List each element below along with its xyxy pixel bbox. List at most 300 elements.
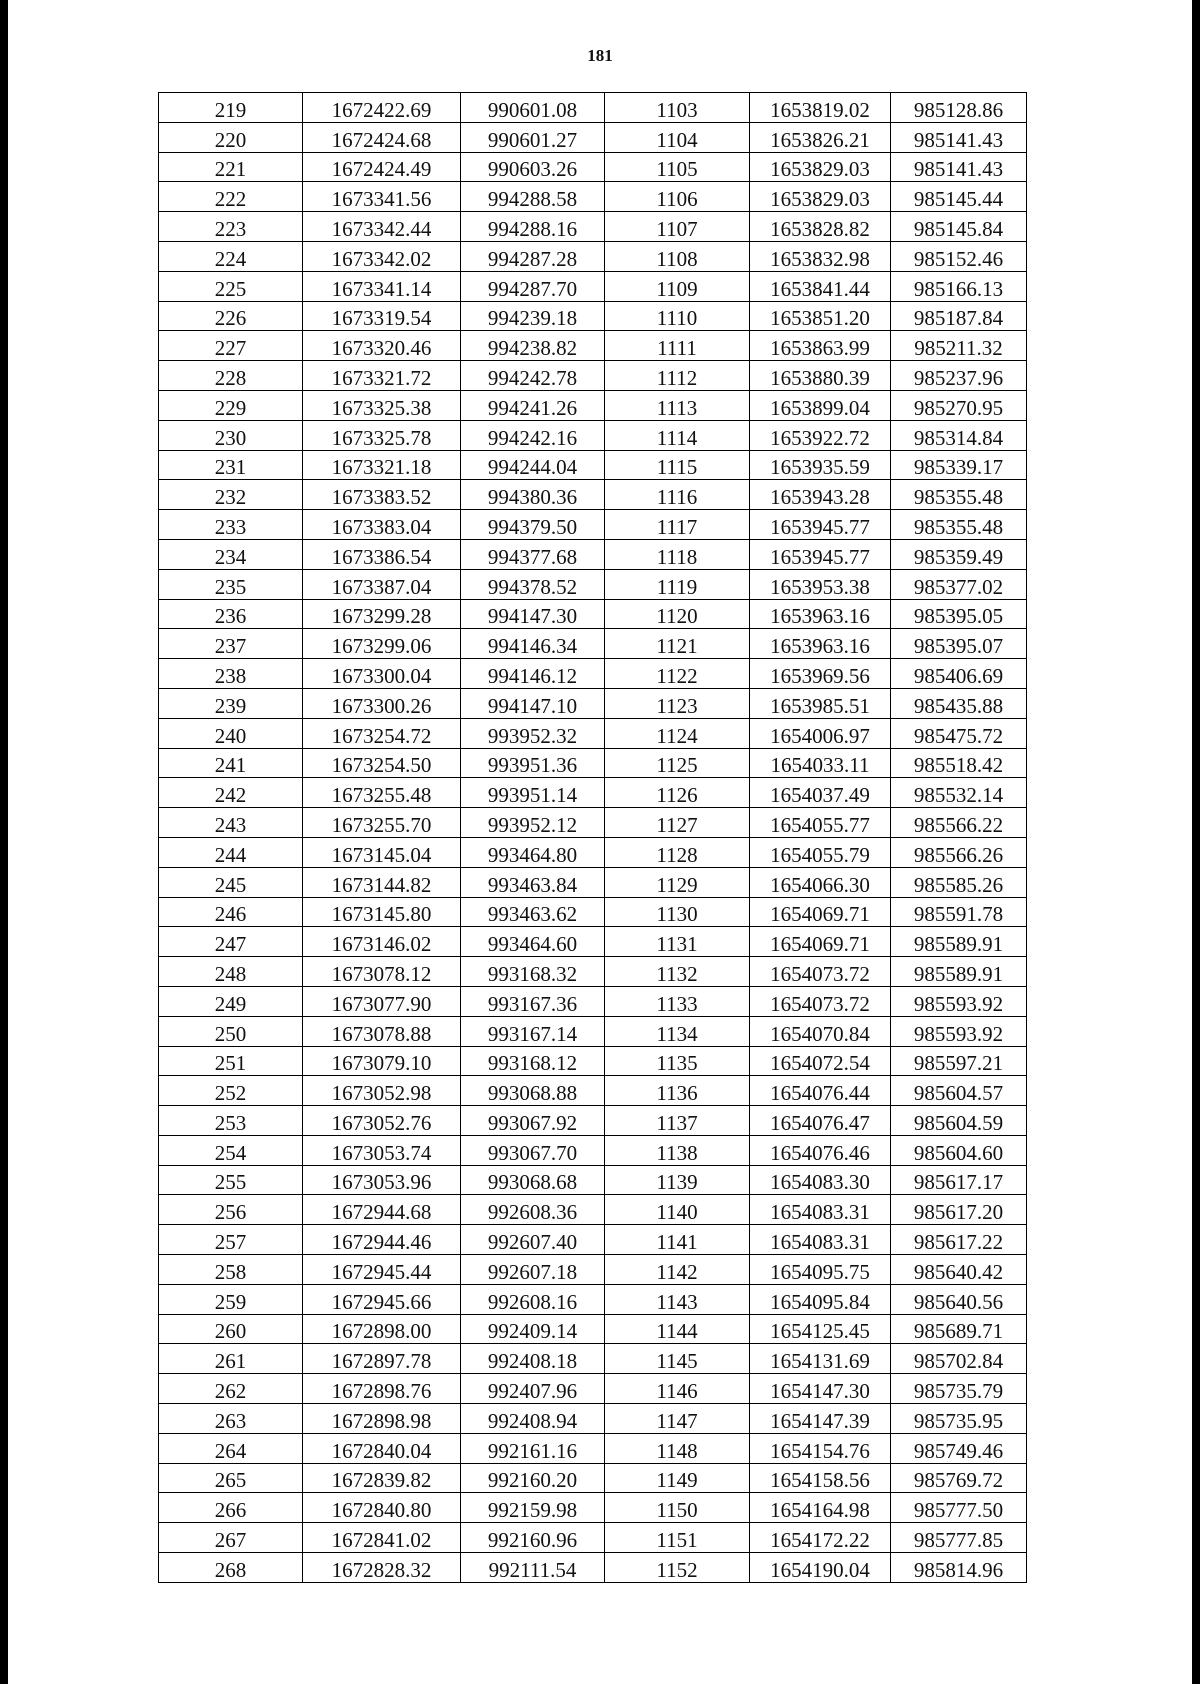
cell-value: 266 — [214, 1498, 247, 1523]
table-cell-point-number-right — [605, 718, 750, 748]
table-row — [159, 1374, 1027, 1404]
cell-value: 1653963.16 — [770, 634, 870, 659]
table-row — [159, 390, 1027, 420]
cell-value: 1653963.16 — [770, 604, 870, 629]
cell-value: 265 — [214, 1468, 247, 1493]
table-cell-x-coordinate-right — [750, 1165, 891, 1195]
cell-value: 228 — [214, 365, 247, 390]
table-cell-x-coordinate-left — [303, 867, 461, 897]
cell-value: 985749.46 — [913, 1438, 1004, 1463]
table-cell-y-coordinate-left — [461, 480, 605, 510]
cell-value: 1121 — [656, 634, 698, 659]
table-cell-x-coordinate-left — [303, 1255, 461, 1285]
cell-value: 1673145.04 — [331, 842, 432, 867]
table-cell-x-coordinate-left — [303, 808, 461, 838]
cell-value: 1654147.39 — [770, 1408, 870, 1433]
cell-value: 992407.96 — [487, 1379, 578, 1404]
table-cell-y-coordinate-left — [461, 1493, 605, 1523]
table-row — [159, 93, 1027, 123]
cell-value: 250 — [214, 1021, 247, 1046]
cell-value: 260 — [214, 1319, 247, 1344]
cell-value: 1654076.47 — [770, 1110, 870, 1135]
table-cell-x-coordinate-right — [750, 1433, 891, 1463]
table-cell-x-coordinate-left — [303, 1404, 461, 1434]
table-cell-x-coordinate-right — [750, 182, 891, 212]
cell-value: 1140 — [656, 1200, 698, 1225]
cell-value: 261 — [214, 1349, 247, 1374]
cell-value: 1654076.44 — [770, 1081, 870, 1106]
cell-value: 1123 — [656, 693, 698, 718]
cell-value: 985769.72 — [913, 1468, 1004, 1493]
table-cell-y-coordinate-right — [891, 957, 1027, 987]
cell-value: 1103 — [656, 97, 698, 122]
cell-value: 992408.94 — [487, 1408, 578, 1433]
cell-value: 992160.96 — [487, 1528, 578, 1553]
table-cell-point-number-right — [605, 837, 750, 867]
table-cell-x-coordinate-left — [303, 986, 461, 1016]
cell-value: 223 — [214, 216, 247, 241]
cell-value: 267 — [214, 1528, 247, 1553]
cell-value: 225 — [214, 276, 247, 301]
table-cell-point-number-left — [159, 1374, 303, 1404]
table-cell-point-number-left — [159, 748, 303, 778]
cell-value: 1653829.03 — [770, 157, 870, 182]
table-cell-y-coordinate-right — [891, 1523, 1027, 1553]
cell-value: 994287.28 — [487, 246, 578, 271]
cell-value: 1673078.88 — [331, 1021, 432, 1046]
table-cell-x-coordinate-left — [303, 420, 461, 450]
table-cell-y-coordinate-left — [461, 182, 605, 212]
table-cell-y-coordinate-right — [891, 1553, 1027, 1583]
cell-value: 1654131.69 — [770, 1349, 870, 1374]
cell-value: 1672828.32 — [331, 1557, 432, 1582]
cell-value: 985597.21 — [913, 1051, 1004, 1076]
cell-value: 1129 — [656, 872, 698, 897]
table-cell-point-number-right — [605, 1016, 750, 1046]
cell-value: 985359.49 — [913, 544, 1004, 569]
table-cell-y-coordinate-left — [461, 331, 605, 361]
cell-value: 1654055.79 — [770, 842, 870, 867]
cell-value: 985604.57 — [913, 1081, 1004, 1106]
cell-value: 1119 — [656, 574, 698, 599]
table-cell-point-number-left — [159, 1404, 303, 1434]
table-cell-y-coordinate-right — [891, 1255, 1027, 1285]
table-cell-x-coordinate-right — [750, 1314, 891, 1344]
cell-value: 994238.82 — [487, 336, 578, 361]
cell-value: 1104 — [656, 127, 698, 152]
cell-value: 1148 — [656, 1438, 698, 1463]
cell-value: 990601.08 — [487, 97, 578, 122]
cell-value: 1653935.59 — [770, 455, 870, 480]
cell-value: 1673341.56 — [331, 187, 432, 212]
table-cell-x-coordinate-left — [303, 1433, 461, 1463]
cell-value: 1114 — [656, 425, 698, 450]
cell-value: 1654095.84 — [770, 1289, 870, 1314]
table-row — [159, 152, 1027, 182]
table-cell-point-number-left — [159, 1225, 303, 1255]
cell-value: 1654076.46 — [770, 1140, 870, 1165]
table-cell-point-number-left — [159, 1106, 303, 1136]
cell-value: 994239.18 — [487, 306, 578, 331]
cell-value: 992111.54 — [488, 1557, 577, 1582]
table-row — [159, 599, 1027, 629]
table-cell-x-coordinate-right — [750, 539, 891, 569]
table-cell-x-coordinate-right — [750, 1344, 891, 1374]
cell-value: 985377.02 — [913, 574, 1004, 599]
cell-value: 985617.22 — [913, 1230, 1004, 1255]
table-cell-point-number-left — [159, 927, 303, 957]
scan-edge-right — [1192, 0, 1200, 1684]
table-cell-point-number-right — [605, 778, 750, 808]
table-cell-point-number-right — [605, 1493, 750, 1523]
cell-value: 1673254.72 — [331, 723, 432, 748]
table-cell-x-coordinate-right — [750, 152, 891, 182]
table-cell-y-coordinate-left — [461, 867, 605, 897]
table-row — [159, 1225, 1027, 1255]
table-cell-y-coordinate-left — [461, 152, 605, 182]
cell-value: 994147.10 — [487, 693, 578, 718]
table-cell-y-coordinate-left — [461, 957, 605, 987]
table-cell-y-coordinate-left — [461, 510, 605, 540]
table-cell-y-coordinate-right — [891, 1284, 1027, 1314]
table-cell-point-number-right — [605, 897, 750, 927]
table-cell-point-number-right — [605, 1284, 750, 1314]
table-cell-x-coordinate-right — [750, 1404, 891, 1434]
table-cell-x-coordinate-left — [303, 1314, 461, 1344]
cell-value: 985617.20 — [913, 1200, 1004, 1225]
table-cell-x-coordinate-right — [750, 837, 891, 867]
table-cell-x-coordinate-left — [303, 331, 461, 361]
table-cell-y-coordinate-left — [461, 837, 605, 867]
table-cell-x-coordinate-left — [303, 718, 461, 748]
cell-value: 985187.84 — [913, 306, 1004, 331]
cell-value: 993167.36 — [487, 991, 578, 1016]
cell-value: 994378.52 — [487, 574, 578, 599]
cell-value: 251 — [214, 1051, 247, 1076]
cell-value: 1653899.04 — [770, 395, 870, 420]
table-cell-x-coordinate-right — [750, 1463, 891, 1493]
cell-value: 1672424.49 — [331, 157, 432, 182]
table-cell-y-coordinate-right — [891, 629, 1027, 659]
cell-value: 985593.92 — [913, 1021, 1004, 1046]
cell-value: 992408.18 — [487, 1349, 578, 1374]
cell-value: 985145.44 — [913, 187, 1004, 212]
table-cell-x-coordinate-left — [303, 1284, 461, 1314]
cell-value: 990601.27 — [487, 127, 578, 152]
cell-value: 993952.32 — [487, 723, 578, 748]
cell-value: 259 — [214, 1289, 247, 1314]
table-cell-y-coordinate-left — [461, 1344, 605, 1374]
table-cell-point-number-right — [605, 1523, 750, 1553]
cell-value: 993952.12 — [487, 812, 578, 837]
table-cell-point-number-right — [605, 1046, 750, 1076]
cell-value: 1673078.12 — [331, 961, 432, 986]
cell-value: 226 — [214, 306, 247, 331]
table-cell-y-coordinate-left — [461, 93, 605, 123]
cell-value: 1654083.30 — [770, 1170, 870, 1195]
cell-value: 241 — [214, 753, 247, 778]
table-cell-y-coordinate-right — [891, 748, 1027, 778]
table-row — [159, 1076, 1027, 1106]
cell-value: 1673299.28 — [331, 604, 432, 629]
cell-value: 235 — [214, 574, 247, 599]
table-cell-x-coordinate-right — [750, 748, 891, 778]
cell-value: 257 — [214, 1230, 247, 1255]
table-cell-point-number-left — [159, 599, 303, 629]
table-cell-y-coordinate-right — [891, 1374, 1027, 1404]
table-row — [159, 1135, 1027, 1165]
table-cell-x-coordinate-right — [750, 629, 891, 659]
cell-value: 1111 — [657, 336, 697, 361]
cell-value: 1654147.30 — [770, 1379, 870, 1404]
cell-value: 1653945.77 — [770, 514, 870, 539]
cell-value: 1654083.31 — [770, 1230, 870, 1255]
table-cell-point-number-right — [605, 1314, 750, 1344]
table-cell-y-coordinate-left — [461, 361, 605, 391]
cell-value: 224 — [214, 246, 247, 271]
table-cell-x-coordinate-right — [750, 1284, 891, 1314]
cell-value: 1673321.18 — [331, 455, 432, 480]
cell-value: 1673342.02 — [331, 246, 432, 271]
cell-value: 1110 — [656, 306, 698, 331]
table-cell-y-coordinate-left — [461, 778, 605, 808]
table-cell-y-coordinate-left — [461, 1463, 605, 1493]
cell-value: 985435.88 — [913, 693, 1004, 718]
cell-value: 994242.78 — [487, 365, 578, 390]
cell-value: 249 — [214, 991, 247, 1016]
table-cell-point-number-right — [605, 659, 750, 689]
cell-value: 268 — [214, 1557, 247, 1582]
cell-value: 233 — [214, 514, 247, 539]
table-cell-y-coordinate-left — [461, 1165, 605, 1195]
table-cell-point-number-left — [159, 212, 303, 242]
table-cell-y-coordinate-right — [891, 390, 1027, 420]
cell-value: 248 — [214, 961, 247, 986]
table-cell-x-coordinate-left — [303, 1046, 461, 1076]
cell-value: 994377.68 — [487, 544, 578, 569]
table-cell-y-coordinate-right — [891, 1016, 1027, 1046]
table-row — [159, 539, 1027, 569]
table-cell-y-coordinate-left — [461, 1046, 605, 1076]
table-row — [159, 1433, 1027, 1463]
cell-value: 1673255.48 — [331, 783, 432, 808]
cell-value: 1653819.02 — [770, 97, 870, 122]
table-cell-point-number-right — [605, 1553, 750, 1583]
cell-value: 1672898.76 — [331, 1379, 432, 1404]
cell-value: 993068.88 — [487, 1081, 578, 1106]
cell-value: 985735.95 — [913, 1408, 1004, 1433]
table-cell-point-number-right — [605, 1404, 750, 1434]
cell-value: 1138 — [656, 1140, 698, 1165]
table-cell-y-coordinate-right — [891, 93, 1027, 123]
cell-value: 985604.60 — [913, 1140, 1004, 1165]
table-cell-point-number-left — [159, 1046, 303, 1076]
cell-value: 231 — [214, 455, 247, 480]
cell-value: 994287.70 — [487, 276, 578, 301]
table-cell-point-number-right — [605, 1433, 750, 1463]
cell-value: 994241.26 — [487, 395, 578, 420]
cell-value: 1672841.02 — [331, 1528, 432, 1553]
cell-value: 1653826.21 — [770, 127, 870, 152]
table-row — [159, 1165, 1027, 1195]
cell-value: 992161.16 — [487, 1438, 578, 1463]
table-cell-x-coordinate-right — [750, 1195, 891, 1225]
table-cell-x-coordinate-right — [750, 122, 891, 152]
table-row — [159, 1404, 1027, 1434]
table-cell-point-number-right — [605, 599, 750, 629]
table-cell-x-coordinate-left — [303, 152, 461, 182]
cell-value: 1118 — [656, 544, 698, 569]
table-cell-y-coordinate-right — [891, 122, 1027, 152]
table-cell-x-coordinate-right — [750, 867, 891, 897]
table-cell-y-coordinate-left — [461, 718, 605, 748]
cell-value: 1653863.99 — [770, 336, 870, 361]
cell-value: 1654037.49 — [770, 783, 870, 808]
cell-value: 985532.14 — [913, 783, 1004, 808]
cell-value: 1143 — [656, 1289, 698, 1314]
table-cell-x-coordinate-right — [750, 897, 891, 927]
cell-value: 992159.98 — [487, 1498, 578, 1523]
cell-value: 1117 — [656, 514, 698, 539]
table-cell-point-number-left — [159, 361, 303, 391]
table-cell-y-coordinate-left — [461, 271, 605, 301]
table-cell-y-coordinate-left — [461, 897, 605, 927]
cell-value: 985211.32 — [914, 336, 1003, 361]
table-cell-x-coordinate-left — [303, 778, 461, 808]
table-cell-point-number-left — [159, 480, 303, 510]
table-cell-x-coordinate-right — [750, 927, 891, 957]
table-cell-y-coordinate-left — [461, 390, 605, 420]
cell-value: 254 — [214, 1140, 247, 1165]
cell-value: 985640.56 — [913, 1289, 1004, 1314]
table-cell-x-coordinate-right — [750, 599, 891, 629]
cell-value: 1672898.98 — [331, 1408, 432, 1433]
cell-value: 238 — [214, 663, 247, 688]
table-cell-y-coordinate-right — [891, 718, 1027, 748]
cell-value: 992607.40 — [487, 1230, 578, 1255]
cell-value: 994288.16 — [487, 216, 578, 241]
cell-value: 994244.04 — [487, 455, 578, 480]
cell-value: 985604.59 — [913, 1110, 1004, 1135]
cell-value: 985339.17 — [913, 455, 1004, 480]
cell-value: 992608.16 — [487, 1289, 578, 1314]
table-cell-point-number-right — [605, 1106, 750, 1136]
table-row — [159, 659, 1027, 689]
cell-value: 264 — [214, 1438, 247, 1463]
table-cell-y-coordinate-left — [461, 241, 605, 271]
table-cell-point-number-left — [159, 957, 303, 987]
cell-value: 1673300.04 — [331, 663, 432, 688]
table-cell-x-coordinate-left — [303, 1523, 461, 1553]
table-cell-x-coordinate-right — [750, 688, 891, 718]
table-cell-point-number-right — [605, 212, 750, 242]
scan-edge-left — [0, 0, 8, 1684]
table-cell-point-number-left — [159, 182, 303, 212]
table-cell-point-number-left — [159, 897, 303, 927]
cell-value: 994146.34 — [487, 634, 578, 659]
table-cell-point-number-left — [159, 539, 303, 569]
cell-value: 1131 — [656, 932, 698, 957]
table-cell-point-number-left — [159, 1195, 303, 1225]
cell-value: 993168.12 — [487, 1051, 578, 1076]
cell-value: 1673053.96 — [331, 1170, 432, 1195]
cell-value: 1672840.04 — [331, 1438, 432, 1463]
cell-value: 1672944.46 — [331, 1230, 432, 1255]
cell-value: 236 — [214, 604, 247, 629]
table-cell-y-coordinate-left — [461, 539, 605, 569]
table-cell-x-coordinate-left — [303, 1225, 461, 1255]
table-cell-x-coordinate-right — [750, 778, 891, 808]
cell-value: 1673255.70 — [331, 812, 432, 837]
cell-value: 258 — [214, 1259, 247, 1284]
table-row — [159, 897, 1027, 927]
cell-value: 262 — [214, 1379, 247, 1404]
cell-value: 1654125.45 — [770, 1319, 870, 1344]
cell-value: 1128 — [656, 842, 698, 867]
table-row — [159, 718, 1027, 748]
cell-value: 1673321.72 — [331, 365, 432, 390]
page-number: 181 — [587, 46, 613, 65]
cell-value: 992607.18 — [487, 1259, 578, 1284]
table-cell-y-coordinate-right — [891, 986, 1027, 1016]
cell-value: 994242.16 — [487, 425, 578, 450]
cell-value: 253 — [214, 1110, 247, 1135]
cell-value: 1672422.69 — [331, 97, 432, 122]
cell-value: 1672944.68 — [331, 1200, 432, 1225]
table-cell-point-number-right — [605, 510, 750, 540]
cell-value: 985589.91 — [913, 932, 1004, 957]
cell-value: 1653841.44 — [770, 276, 870, 301]
cell-value: 992608.36 — [487, 1200, 578, 1225]
coordinate-table — [158, 92, 1027, 1583]
table-cell-y-coordinate-left — [461, 1553, 605, 1583]
cell-value: 1107 — [656, 216, 698, 241]
cell-value: 1673254.50 — [331, 753, 432, 778]
cell-value: 1654158.56 — [770, 1468, 870, 1493]
cell-value: 985617.17 — [913, 1170, 1004, 1195]
table-cell-x-coordinate-left — [303, 1344, 461, 1374]
table-cell-y-coordinate-left — [461, 1284, 605, 1314]
cell-value: 227 — [214, 336, 247, 361]
table-cell-y-coordinate-left — [461, 1523, 605, 1553]
table-cell-point-number-right — [605, 986, 750, 1016]
cell-value: 990603.26 — [487, 157, 578, 182]
table-cell-point-number-right — [605, 867, 750, 897]
table-cell-x-coordinate-left — [303, 1374, 461, 1404]
cell-value: 985640.42 — [913, 1259, 1004, 1284]
table-cell-point-number-right — [605, 93, 750, 123]
table-cell-y-coordinate-right — [891, 1314, 1027, 1344]
table-row — [159, 1046, 1027, 1076]
table-row — [159, 241, 1027, 271]
table-row — [159, 182, 1027, 212]
cell-value: 1125 — [656, 753, 698, 778]
cell-value: 1673342.44 — [331, 216, 432, 241]
table-cell-y-coordinate-left — [461, 450, 605, 480]
table-cell-point-number-right — [605, 927, 750, 957]
table-cell-point-number-right — [605, 241, 750, 271]
table-cell-x-coordinate-right — [750, 420, 891, 450]
table-cell-y-coordinate-left — [461, 1106, 605, 1136]
table-row — [159, 1016, 1027, 1046]
table-cell-x-coordinate-left — [303, 241, 461, 271]
cell-value: 252 — [214, 1081, 247, 1106]
cell-value: 1151 — [656, 1528, 698, 1553]
table-cell-y-coordinate-right — [891, 867, 1027, 897]
cell-value: 985355.48 — [913, 485, 1004, 510]
table-cell-point-number-right — [605, 390, 750, 420]
cell-value: 993463.84 — [487, 872, 578, 897]
